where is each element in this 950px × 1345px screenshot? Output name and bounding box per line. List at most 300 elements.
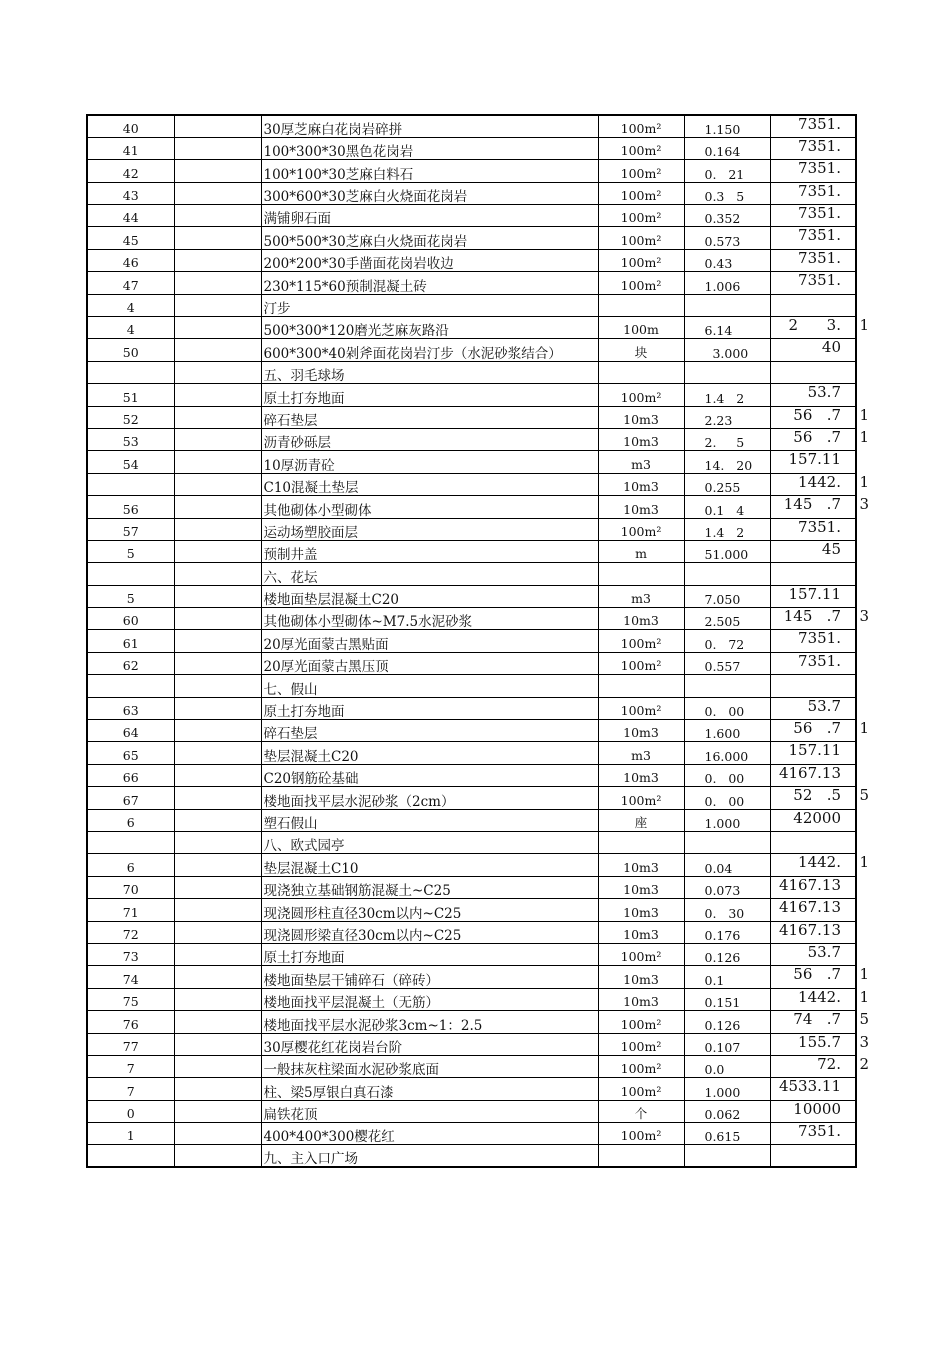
table-row (87, 943, 856, 965)
item-name-cell (261, 1078, 598, 1100)
row-number-cell (87, 608, 174, 630)
code-cell (174, 608, 261, 630)
quantity-text: 0.352 (704, 211, 741, 227)
item-name-text: 其他砌体小型砌体 (263, 502, 372, 519)
unit-cell (598, 339, 684, 361)
unit-price-text: 4533.11 (778, 1077, 841, 1096)
price-overflow-digit: 1 (859, 853, 869, 872)
unit-price-cell (770, 607, 869, 630)
table-row (87, 720, 856, 742)
quantity-text: 0. 30 (704, 905, 745, 921)
row-number-text: 65 (122, 747, 139, 763)
item-name-text: 原土打夯地面 (263, 704, 345, 721)
unit-cell (598, 496, 684, 518)
item-name-text: 现浇圆形柱直径30cm以内~C25 (263, 905, 462, 922)
unit-text: 个 (634, 1106, 648, 1122)
table-row (87, 384, 856, 406)
row-number-text: 70 (122, 882, 139, 898)
code-cell (174, 697, 261, 719)
quantity-cell (684, 943, 770, 965)
code-cell (174, 227, 261, 249)
code-cell (174, 518, 261, 540)
item-name-text: 600*300*40剁斧面花岗岩汀步（水泥砂浆结合） (263, 345, 562, 362)
quantity-text: 0.126 (704, 1017, 741, 1033)
unit-text: 10m3 (623, 411, 659, 427)
row-number-text: 7 (126, 1061, 135, 1077)
price-overflow-digit: 1 (859, 427, 869, 446)
price-overflow-digit: 1 (859, 405, 869, 424)
item-name-text: 100*100*30芝麻白料石 (263, 166, 414, 183)
table-row (87, 899, 856, 921)
item-name-text: 运动场塑胶面层 (263, 524, 358, 541)
unit-cell (598, 294, 684, 316)
row-number-cell (87, 294, 174, 316)
item-name-text: 400*400*300樱花红 (263, 1129, 395, 1146)
row-number-text: 57 (122, 523, 139, 539)
quantity-cell (684, 1033, 770, 1055)
quantity-text: 0.557 (704, 659, 741, 675)
code-cell (174, 630, 261, 652)
unit-cell (598, 428, 684, 450)
quantity-cell (684, 1011, 770, 1033)
unit-price-cell (770, 630, 856, 652)
item-name-cell (261, 675, 598, 697)
unit-cell (598, 585, 684, 607)
unit-text: 10m3 (623, 859, 659, 875)
table-row (87, 742, 856, 764)
table-row (87, 563, 856, 585)
unit-price-cell (770, 943, 856, 965)
quantity-cell (684, 876, 770, 898)
unit-price-cell (770, 227, 856, 249)
code-cell (174, 720, 261, 742)
table-row (87, 205, 856, 227)
table-row (87, 1145, 856, 1167)
row-number-cell (87, 1145, 174, 1167)
row-number-text: 72 (122, 926, 139, 942)
row-number-text: 60 (122, 613, 139, 629)
unit-price-text: 1442. (798, 472, 841, 491)
quantity-text: 1.000 (704, 816, 741, 831)
table-row (87, 227, 856, 249)
unit-price-text: 4167.13 (778, 875, 841, 894)
quantity-cell (684, 473, 770, 495)
price-overflow-digit: 1 (859, 316, 869, 335)
unit-price-text: 56 .7 (793, 965, 841, 984)
item-name-cell (261, 764, 598, 786)
unit-price-cell (770, 965, 869, 988)
unit-text: 100m² (620, 523, 662, 539)
code-cell (174, 384, 261, 406)
unit-price-text: 145 .7 (783, 495, 841, 514)
quantity-cell (684, 720, 770, 742)
unit-price-text: 7351. (798, 136, 841, 155)
unit-price-cell (770, 1100, 856, 1122)
unit-price-text: 157.11 (788, 450, 841, 469)
unit-price-cell (770, 786, 869, 809)
unit-price-text: 7351. (798, 204, 841, 223)
quantity-cell (684, 585, 770, 607)
unit-text: 100m² (620, 232, 662, 248)
quantity-cell (684, 249, 770, 271)
row-number-text: 73 (122, 949, 139, 965)
unit-price-cell (770, 472, 869, 495)
item-name-text: 五、羽毛球场 (263, 368, 345, 385)
row-number-text: 67 (122, 792, 139, 808)
quantity-text: 6.14 (704, 323, 733, 339)
table-row (87, 966, 856, 988)
unit-text: 块 (634, 344, 648, 360)
unit-price-cell (770, 249, 856, 271)
unit-price-text: 56 .7 (793, 405, 841, 424)
table-row (87, 496, 856, 518)
row-number-text: 5 (126, 591, 135, 607)
row-number-text: 46 (122, 255, 139, 271)
unit-price-cell (770, 160, 856, 182)
item-name-cell (261, 787, 598, 809)
item-name-cell (261, 294, 598, 316)
unit-price-cell (770, 540, 856, 562)
row-number-cell (87, 966, 174, 988)
unit-cell (598, 1123, 684, 1145)
quantity-cell (684, 317, 770, 339)
unit-price-text: 56 .7 (793, 427, 841, 446)
item-name-cell (261, 1100, 598, 1122)
quantity-text: 0.164 (704, 144, 741, 160)
item-name-cell (261, 428, 598, 450)
item-name-text: 300*600*30芝麻白火烧面花岗岩 (263, 189, 468, 206)
unit-cell (598, 361, 684, 383)
item-name-text: 一般抹灰柱梁面水泥砂浆底面 (263, 1062, 439, 1079)
unit-text: 100m² (620, 1128, 662, 1144)
row-number-cell (87, 540, 174, 562)
quantity-text: 0.0 (704, 1062, 725, 1078)
row-number-cell (87, 697, 174, 719)
code-cell (174, 249, 261, 271)
unit-cell (598, 272, 684, 294)
row-number-cell (87, 1011, 174, 1033)
quantity-text: 2.23 (704, 412, 733, 428)
unit-text: 10m3 (623, 770, 659, 786)
item-name-text: 230*115*60预制混凝土砖 (263, 278, 427, 295)
item-name-text: 扁铁花顶 (263, 1107, 318, 1124)
quantity-text: 16.000 (704, 748, 749, 764)
unit-text: 100m² (620, 1016, 662, 1032)
row-number-text: 4 (126, 322, 135, 338)
unit-price-text: 155.7 (798, 1032, 841, 1051)
quantity-cell (684, 1100, 770, 1122)
row-number-cell (87, 988, 174, 1010)
row-number-cell (87, 249, 174, 271)
quantity-cell (684, 809, 770, 831)
quantity-text: 0.3 5 (704, 189, 745, 205)
quantity-cell (684, 1055, 770, 1077)
row-number-text: 52 (122, 411, 139, 427)
table-row (87, 675, 856, 697)
unit-price-text: 7351. (798, 271, 841, 290)
unit-text: 100m² (620, 143, 662, 159)
unit-price-cell (770, 361, 856, 383)
quantity-text: 0.1 (704, 972, 725, 988)
table-row (87, 540, 856, 562)
row-number-cell (87, 361, 174, 383)
unit-price-text: 10000 (793, 1099, 841, 1118)
table-row (87, 630, 856, 652)
unit-text: 100m² (620, 635, 662, 651)
quantity-cell (684, 540, 770, 562)
code-cell (174, 205, 261, 227)
unit-price-cell (770, 1032, 869, 1055)
unit-price-cell (770, 182, 856, 204)
unit-text: 10m3 (623, 904, 659, 920)
quantity-cell (684, 563, 770, 585)
quantity-cell (684, 988, 770, 1010)
unit-text: 100m² (620, 703, 662, 719)
quantity-cell (684, 652, 770, 674)
price-overflow-digit: 5 (859, 786, 869, 805)
row-number-text: 66 (122, 770, 139, 786)
unit-text: 100m² (620, 255, 662, 271)
table-row (87, 921, 856, 943)
quantity-cell (684, 294, 770, 316)
unit-text: 100m² (620, 120, 662, 136)
quantity-cell (684, 675, 770, 697)
item-name-cell (261, 518, 598, 540)
row-number-cell (87, 182, 174, 204)
item-name-cell (261, 227, 598, 249)
quantity-cell (684, 227, 770, 249)
code-cell (174, 1145, 261, 1167)
table-row (87, 697, 856, 719)
unit-cell (598, 832, 684, 854)
row-number-cell (87, 406, 174, 428)
unit-cell (598, 697, 684, 719)
code-cell (174, 1123, 261, 1145)
item-name-cell (261, 697, 598, 719)
row-number-text: 4 (126, 300, 135, 316)
item-name-cell (261, 921, 598, 943)
price-overflow-digit: 3 (859, 495, 869, 514)
unit-price-cell (770, 652, 856, 674)
quantity-cell (684, 182, 770, 204)
table-row (87, 876, 856, 898)
item-name-cell (261, 1055, 598, 1077)
row-number-text: 47 (122, 277, 139, 293)
quantity-text: 0. 72 (704, 636, 745, 652)
unit-price-cell (770, 1145, 856, 1167)
unit-text: 100m² (620, 277, 662, 293)
code-cell (174, 832, 261, 854)
unit-cell (598, 115, 684, 137)
unit-cell (598, 742, 684, 764)
quantity-text: 0. 00 (704, 793, 745, 809)
unit-price-cell (770, 316, 869, 339)
code-cell (174, 496, 261, 518)
unit-price-cell (770, 1010, 869, 1033)
quantity-text: 51.000 (704, 547, 749, 563)
item-name-text: 现浇独立基础钢筋混凝土~C25 (263, 883, 451, 900)
row-number-text: 1 (126, 1128, 135, 1144)
unit-cell (598, 1078, 684, 1100)
table-row (87, 1011, 856, 1033)
table-row (87, 832, 856, 854)
row-number-cell (87, 832, 174, 854)
table-row (87, 1100, 856, 1122)
unit-cell (598, 966, 684, 988)
quantity-cell (684, 764, 770, 786)
price-overflow-digit: 3 (859, 607, 869, 626)
price-overflow-digit: 1 (859, 965, 869, 984)
unit-price-cell (770, 1123, 856, 1145)
unit-text: 100m² (620, 389, 662, 405)
unit-text: m3 (631, 591, 651, 607)
unit-price-cell (770, 921, 856, 943)
quantity-cell (684, 496, 770, 518)
table-row (87, 854, 856, 876)
row-number-cell (87, 473, 174, 495)
item-name-cell (261, 988, 598, 1010)
unit-cell (598, 1011, 684, 1033)
item-name-cell (261, 473, 598, 495)
table-body (87, 115, 869, 1168)
unit-price-cell (770, 384, 856, 406)
quantity-text: 0.573 (704, 233, 741, 249)
row-number-cell (87, 1123, 174, 1145)
item-name-cell (261, 742, 598, 764)
item-name-text: 碎石垫层 (263, 412, 318, 429)
unit-cell (598, 451, 684, 473)
unit-price-text: 7351. (798, 115, 841, 133)
row-number-cell (87, 1055, 174, 1077)
price-overflow-digit: 3 (859, 1032, 869, 1051)
quantity-text: 0.43 (704, 256, 733, 272)
code-cell (174, 742, 261, 764)
item-name-text: 500*300*120磨光芝麻灰路沿 (263, 323, 449, 340)
row-number-cell (87, 160, 174, 182)
table-row (87, 115, 856, 137)
table-row (87, 1033, 856, 1055)
quantity-text: 1.4 2 (704, 390, 745, 406)
unit-price-cell (770, 876, 856, 898)
item-name-text: 楼地面找平层混凝土（无筋） (263, 995, 439, 1012)
row-number-text: 0 (126, 1106, 135, 1122)
quantity-cell (684, 854, 770, 876)
quantity-cell (684, 339, 770, 361)
table-row (87, 182, 856, 204)
row-number-cell (87, 675, 174, 697)
code-cell (174, 563, 261, 585)
unit-price-text: 7351. (798, 1122, 841, 1141)
unit-cell (598, 249, 684, 271)
quantity-cell (684, 451, 770, 473)
code-cell (174, 966, 261, 988)
table-row (87, 809, 856, 831)
table-row (87, 160, 856, 182)
item-name-cell (261, 160, 598, 182)
row-number-cell (87, 585, 174, 607)
unit-text: 100m² (620, 1061, 662, 1077)
quantity-cell (684, 115, 770, 137)
quantity-cell (684, 137, 770, 159)
unit-text: 100m² (620, 165, 662, 181)
table-row (87, 317, 856, 339)
unit-price-text: 7351. (798, 651, 841, 670)
code-cell (174, 339, 261, 361)
unit-price-text: 56 .7 (793, 719, 841, 738)
unit-price-text: 7351. (798, 517, 841, 536)
item-name-text: 预制井盖 (263, 547, 318, 564)
quantity-text: 0.04 (704, 860, 733, 876)
item-name-text: 500*500*30芝麻白火烧面花岗岩 (263, 233, 468, 250)
item-name-cell (261, 339, 598, 361)
unit-cell (598, 652, 684, 674)
item-name-text: 九、主入口广场 (263, 1151, 358, 1168)
quantity-text: 0. 00 (704, 704, 745, 720)
quantity-text: 0.073 (704, 883, 741, 899)
quantity-text: 0. 00 (704, 771, 745, 787)
row-number-text: 53 (122, 434, 139, 450)
row-number-cell (87, 943, 174, 965)
item-name-cell (261, 809, 598, 831)
quantity-cell (684, 697, 770, 719)
quantity-cell (684, 384, 770, 406)
item-name-cell (261, 451, 598, 473)
unit-price-cell (770, 405, 869, 428)
table-row (87, 451, 856, 473)
quantity-text: 1.006 (704, 278, 741, 294)
price-overflow-digit: 2 (859, 1054, 869, 1073)
unit-cell (598, 675, 684, 697)
unit-price-cell (770, 853, 869, 876)
row-number-text: 44 (122, 210, 139, 226)
row-number-text: 64 (122, 725, 139, 741)
row-number-text: 62 (122, 658, 139, 674)
row-number-text: 43 (122, 188, 139, 204)
table-row (87, 585, 856, 607)
unit-price-text: 157.11 (788, 584, 841, 603)
quantity-cell (684, 966, 770, 988)
unit-cell (598, 720, 684, 742)
unit-cell (598, 406, 684, 428)
code-cell (174, 787, 261, 809)
code-cell (174, 361, 261, 383)
quantity-text: 1.4 2 (704, 524, 745, 540)
unit-cell (598, 608, 684, 630)
unit-text: 10m3 (623, 994, 659, 1010)
unit-text: 座 (634, 815, 648, 830)
item-name-cell (261, 608, 598, 630)
code-cell (174, 317, 261, 339)
unit-price-cell (770, 987, 869, 1010)
quantity-text: 0. 21 (704, 166, 745, 182)
quantity-price-table (86, 114, 869, 1168)
unit-price-text: 7351. (798, 629, 841, 648)
unit-text: 100m² (620, 792, 662, 808)
row-number-cell (87, 115, 174, 137)
unit-cell (598, 160, 684, 182)
code-cell (174, 451, 261, 473)
table-row (87, 361, 856, 383)
price-overflow-digit: 1 (859, 472, 869, 491)
unit-cell (598, 854, 684, 876)
item-name-text: 碎石垫层 (263, 726, 318, 743)
row-number-text: 6 (126, 859, 135, 875)
table-row (87, 787, 856, 809)
item-name-cell (261, 496, 598, 518)
table-row (87, 249, 856, 271)
unit-price-text: 53.7 (807, 383, 841, 402)
unit-cell (598, 899, 684, 921)
